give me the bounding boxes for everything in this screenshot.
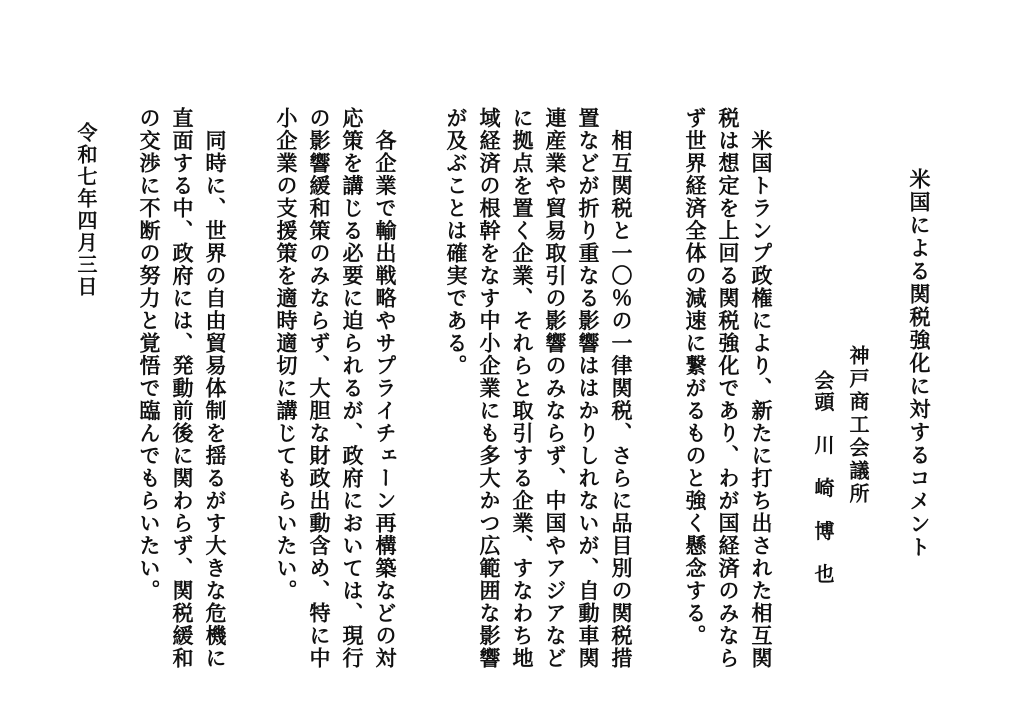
paragraph-line: 応策を講じる必要に迫られるが、政府においては、現行 [340,107,365,670]
paragraph-line: 相互関税と一〇％の一律関税、さらに品目別の関税措 [609,107,634,670]
paragraph-line: ず世界経済全体の減速に繋がるものと強く懸念する。 [683,107,708,647]
paragraph-1 [679,107,778,670]
paragraph-line: が及ぶことは確実である。 [444,107,469,377]
paragraph-line: に拠点を置く企業、それらと取引する企業、すなわち地 [510,107,535,670]
paragraph-4 [133,107,232,670]
document-title: 米国による関税強化に対するコメント [907,168,932,559]
representative-name: 会頭 川 崎 博 也 [811,370,835,585]
paragraph-line: の影響緩和策のみならず、大胆な財政出動含め、特に中 [307,107,332,670]
paragraph-2 [440,107,638,670]
paragraph-line: 米国トランプ政権により、新たに打ち出された相互関 [749,107,774,670]
paragraph-line: 連産業や貿易取引の影響のみならず、中国やアジアなど [543,107,568,670]
paragraph-3 [270,107,402,670]
paragraph-line: 置などが折り重なる影響ははかりしれないが、自動車関 [576,107,601,670]
organization-name: 神戸商工会議所 [846,345,870,506]
paragraph-line: 各企業で輸出戦略やサプライチェーン再構築などの対 [373,107,398,670]
paragraph-line: 域経済の根幹をなす中小企業にも多大かつ広範囲な影響 [477,107,502,670]
document-date: 令和七年四月三日 [74,122,98,298]
paragraph-line: 小企業の支援策を適時適切に講じてもらいたい。 [274,107,299,602]
paragraph-line: 税は想定を上回る関税強化であり、わが国経済のみなら [716,107,741,670]
paragraph-line: 同時に、世界の自由貿易体制を揺るがす大きな危機に [203,107,228,670]
paragraph-line: の交渉に不断の努力と覚悟で臨んでもらいたい。 [137,107,162,602]
paragraph-line: 直面する中、政府には、発動前後に関わらず、関税緩和 [170,107,195,670]
